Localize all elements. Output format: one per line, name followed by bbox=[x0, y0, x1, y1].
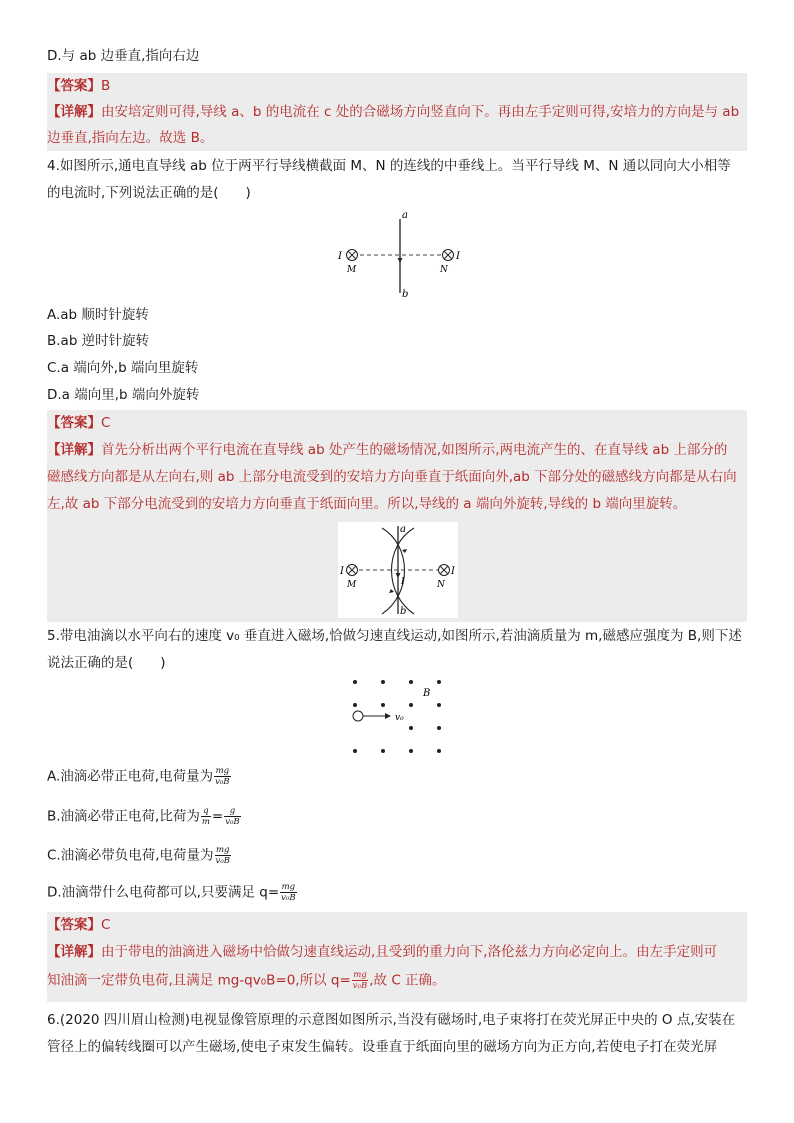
q4-stem-line1: 4.如图所示,通电直导线 ab 位于两平行导线横截面 M、N 的连线的中垂线上。当平行导线 M、N 通以同向大小相等 bbox=[47, 158, 731, 174]
svg-text:I: I bbox=[451, 566, 455, 577]
label-i-right: I bbox=[456, 251, 460, 262]
q5-answer: 【答案】C bbox=[47, 917, 111, 933]
q4-field-lines-figure bbox=[338, 522, 458, 618]
label-i-left: I bbox=[338, 251, 342, 262]
q3-detail-line2: 边垂直,指向左边。故选 B。 bbox=[47, 130, 214, 146]
svg-text:a: a bbox=[400, 524, 406, 535]
svg-text:I: I bbox=[401, 577, 405, 587]
q3-answer: 【答案】B bbox=[47, 78, 111, 94]
q4-detail-line3: 左,故 ab 下部分电流受到的安培力方向垂直于纸面向里。所以,导线的 a 端向外旋转,导线的 b 端向里旋转。 bbox=[47, 496, 687, 512]
svg-text:N: N bbox=[437, 580, 445, 590]
field-arrow-icon bbox=[389, 589, 394, 593]
q5-stem-line2: 说法正确的是( ) bbox=[47, 655, 166, 671]
label-b-field: B bbox=[423, 688, 431, 699]
label-m: M bbox=[347, 265, 357, 275]
label-v0: v₀ bbox=[395, 713, 404, 723]
oil-drop-icon bbox=[353, 711, 363, 721]
q4-detail-line1: 【详解】首先分析出两个平行电流在直导线 ab 处产生的磁场情况,如图所示,两电流产生的、在直导线 ab 上部分的 bbox=[47, 442, 728, 458]
q5-magnetic-field-figure bbox=[345, 672, 455, 760]
q6-stem-line2: 管径上的偏转线圈可以产生磁场,使电子束发生偏转。设垂直于纸面向里的磁场方向为正方向,若使电子打在荧光屏 bbox=[47, 1039, 718, 1055]
q4-option-a: A.ab 顺时针旋转 bbox=[47, 307, 149, 323]
q5-option-c: C.油滴必带负电荷,电荷量为 $\frac{mg}{\text{v₀B}}$ bbox=[47, 845, 230, 866]
q4-option-b: B.ab 逆时针旋转 bbox=[47, 333, 150, 349]
svg-text:b: b bbox=[400, 606, 407, 617]
q5-option-a: A.油滴必带正电荷,电荷量为 $\frac{mg}{\text{v₀B}}$ bbox=[47, 766, 230, 787]
svg-text:I: I bbox=[340, 566, 344, 577]
q5-detail-line1: 【详解】由于带电的油滴进入磁场中恰做匀速直线运动,且受到的重力向下,洛伦兹力方向必定向上。由左手定则可 bbox=[47, 944, 718, 960]
q5-detail-line2: 知油滴一定带负电荷,且满足 mg-qv₀B=0,所以 q= $\frac{mg}{\text{v₀B}}$ ,故 C 正确。 bbox=[47, 970, 446, 991]
q4-option-c: C.a 端向外,b 端向里旋转 bbox=[47, 360, 199, 376]
q5-stem-line1: 5.带电油滴以水平向右的速度 v₀ 垂直进入磁场,恰做匀速直线运动,如图所示,若油滴质量为 m,磁感应强度为 B,则下述 bbox=[47, 628, 742, 644]
field-arrow-icon bbox=[402, 549, 407, 553]
label-a: a bbox=[402, 210, 408, 221]
q3-option-d: D.与 ab 边垂直,指向右边 bbox=[47, 48, 200, 64]
q5-option-d: D.油滴带什么电荷都可以,只要满足 q= $\frac{mg}{\text{v₀B}}$ bbox=[47, 882, 296, 903]
current-arrow-icon bbox=[396, 573, 401, 578]
svg-text:M: M bbox=[347, 580, 357, 590]
label-n: N bbox=[440, 265, 448, 275]
q5-option-b: B.油滴必带正电荷,比荷为 $\frac{q}{m}$ = $\frac{g}{\text{v₀B}}$ bbox=[47, 806, 240, 827]
label-b: b bbox=[402, 289, 409, 300]
q3-detail-line1: 【详解】由安培定则可得,导线 a、b 的电流在 c 处的合磁场方向竖直向下。再由左手定则可得,安培力的方向是与 ab bbox=[47, 104, 740, 120]
q6-stem-line1: 6.(2020 四川眉山检测)电视显像管原理的示意图如图所示,当没有磁场时,电子束将打在荧光屏正中央的 O 点,安装在 bbox=[47, 1012, 736, 1028]
q4-detail-line2: 磁感线方向都是从左向右,则 ab 上部分电流受到的安培力方向垂直于纸面向外,ab 下部分处的磁感线方向都是从右向 bbox=[47, 469, 737, 485]
current-arrow-icon bbox=[398, 258, 403, 263]
q4-option-d: D.a 端向里,b 端向外旋转 bbox=[47, 387, 200, 403]
q4-stem-line2: 的电流时,下列说法正确的是( ) bbox=[47, 185, 251, 201]
q4-figure bbox=[330, 205, 470, 300]
q4-answer: 【答案】C bbox=[47, 415, 111, 431]
velocity-arrow-icon bbox=[385, 713, 391, 719]
